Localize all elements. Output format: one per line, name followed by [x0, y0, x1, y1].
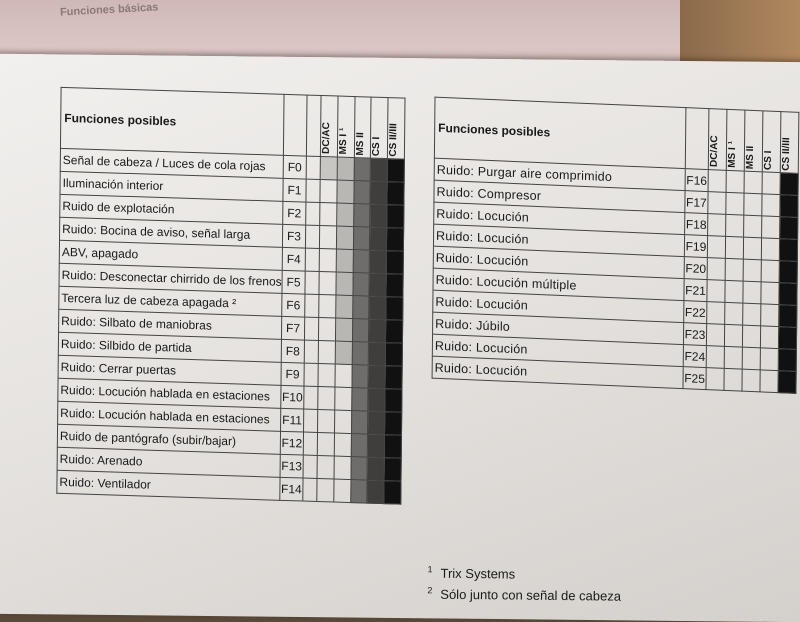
function-description: Ruido: Locución hablada en estaciones: [58, 378, 281, 408]
col-label: CS II/III: [388, 122, 400, 157]
function-key: F2: [283, 201, 306, 225]
cell: [724, 346, 742, 369]
cell: [320, 180, 337, 204]
cell: [305, 225, 320, 248]
col-label: MS I ¹: [726, 141, 739, 169]
fn-header: [685, 108, 709, 170]
support-bar-ms1: [335, 341, 352, 365]
cell: [334, 479, 351, 503]
col-header-cs1: [371, 97, 388, 159]
cell: [726, 192, 744, 215]
function-description: Ruido: Locución: [432, 334, 683, 367]
col-label: CS II/III: [780, 136, 793, 171]
cell: [742, 325, 760, 348]
support-bar-cs1: [370, 250, 387, 274]
cell: [706, 324, 724, 347]
cell: [742, 347, 760, 370]
cell: [761, 238, 779, 261]
cell: [305, 294, 320, 317]
cell: [762, 216, 780, 239]
support-bar-cs23: [778, 327, 796, 350]
footnote-2: [427, 585, 621, 603]
support-bar-ms1: [336, 249, 353, 273]
function-key: F25: [683, 367, 706, 390]
function-key: F10: [281, 385, 304, 409]
cell: [305, 271, 320, 294]
cell: [761, 282, 779, 305]
cell: [725, 302, 743, 325]
col-header-ms2: [744, 110, 763, 172]
function-description: Ruido de pantógrafo (subir/bajar): [57, 424, 280, 454]
cell: [319, 295, 336, 319]
support-bar-ms1: [335, 318, 352, 342]
support-bar-cs23: [387, 228, 404, 252]
function-key: F22: [684, 301, 707, 324]
support-bar-cs1: [371, 158, 388, 182]
footnote-mark: 2: [427, 585, 433, 596]
support-bar-cs23: [386, 251, 403, 275]
cell: [320, 226, 337, 250]
cell: [743, 281, 761, 304]
support-bar-ms1: [337, 157, 354, 181]
support-bar-ms2: [351, 480, 368, 504]
cell: [743, 259, 761, 282]
support-bar-cs1: [368, 388, 385, 412]
support-bar-cs23: [385, 389, 402, 413]
support-bar-cs1: [367, 480, 384, 504]
cell: [760, 326, 778, 349]
cell: [319, 272, 336, 296]
cell: [334, 456, 351, 480]
support-bar-cs1: [369, 319, 386, 343]
function-key: F6: [282, 293, 305, 317]
support-bar-cs23: [385, 343, 402, 367]
function-key: F5: [282, 270, 305, 294]
cell: [303, 478, 318, 501]
function-description: Ruido: Bocina de aviso, señal larga: [60, 217, 283, 247]
cell: [708, 170, 726, 193]
cell: [335, 364, 352, 388]
support-bar-cs23: [780, 217, 798, 240]
support-bar-ms2: [352, 296, 369, 320]
support-bar-cs23: [386, 297, 403, 321]
support-bar-cs23: [384, 458, 401, 482]
cell: [760, 370, 778, 393]
support-bar-cs23: [779, 305, 797, 328]
col-label: MS I ¹: [337, 127, 350, 155]
function-key: F21: [684, 279, 707, 302]
function-key: F3: [283, 224, 306, 248]
support-bar-cs1: [369, 296, 386, 320]
cell: [317, 455, 334, 479]
cell: [706, 368, 724, 391]
cell: [743, 303, 761, 326]
cell: [725, 258, 743, 281]
cell: [706, 346, 724, 369]
footnote-text: Trix Systems: [440, 565, 516, 582]
function-description: Ruido: Locución: [432, 356, 683, 389]
cell: [334, 433, 351, 457]
support-bar-ms2: [354, 181, 371, 205]
function-description: Ruido: Locución: [433, 246, 684, 279]
function-description: Ruido: Locución múltiple: [433, 268, 684, 301]
col-header: [306, 95, 321, 156]
support-bar-cs23: [780, 173, 798, 196]
col-label: MS II: [744, 145, 757, 170]
function-key: F11: [281, 408, 304, 432]
support-bar-cs1: [370, 227, 387, 251]
support-bar-ms2: [351, 411, 368, 435]
function-key: F24: [683, 345, 706, 368]
col-header-ms2: [354, 97, 371, 159]
cell: [304, 363, 319, 386]
support-bar-ms1: [336, 272, 353, 296]
cell: [762, 194, 780, 217]
cell: [319, 317, 336, 341]
cell: [318, 340, 335, 364]
function-key: F18: [685, 213, 708, 236]
cell: [708, 214, 726, 237]
cell: [305, 248, 320, 271]
cell: [304, 386, 319, 409]
cell: [726, 170, 744, 193]
function-description: Señal de cabeza / Luces de cola rojas: [60, 148, 283, 178]
function-description: Iluminación interior: [60, 171, 283, 201]
support-bar-cs23: [387, 159, 404, 183]
support-bar-cs23: [779, 283, 797, 306]
function-description: Ruido: Locución: [433, 224, 684, 257]
function-key: F20: [684, 257, 707, 280]
support-bar-cs23: [779, 239, 797, 262]
function-description: Ruido: Silbido de partida: [58, 332, 281, 362]
support-bar-cs23: [778, 349, 796, 372]
support-bar-ms1: [336, 226, 353, 250]
cell: [318, 409, 335, 433]
cell: [744, 215, 762, 238]
cell: [335, 410, 352, 434]
function-key: F16: [685, 169, 708, 192]
support-bar-cs23: [779, 261, 797, 284]
support-bar-cs1: [368, 365, 385, 389]
support-bar-ms2: [351, 457, 368, 481]
support-bar-ms1: [337, 180, 354, 204]
col-label: CS I: [371, 136, 383, 156]
function-key: F14: [280, 477, 303, 501]
function-key: F13: [280, 454, 303, 478]
function-key: F0: [283, 155, 306, 179]
cell: [761, 260, 779, 283]
support-bar-ms2: [352, 319, 369, 343]
col-header-dc-ac: [321, 96, 338, 158]
cell: [744, 171, 762, 194]
support-bar-cs1: [368, 434, 385, 458]
cell: [320, 203, 337, 227]
support-bar-dc-ac: [320, 157, 337, 181]
col-header-ms1: [726, 109, 745, 171]
function-description: Ruido: Locución: [433, 290, 684, 323]
support-bar-ms2: [353, 204, 370, 228]
table-header-row: [60, 87, 405, 159]
function-description: Ruido: Locución: [434, 202, 685, 235]
fn-header: [284, 94, 307, 156]
support-bar-cs23: [780, 195, 798, 218]
cell: [318, 363, 335, 387]
support-bar-ms2: [353, 273, 370, 297]
cell: [761, 304, 779, 327]
cell: [306, 179, 321, 202]
function-description: Ruido: Silbato de maniobras: [59, 309, 282, 339]
footnote-text: Sólo junto con señal de cabeza: [440, 586, 622, 604]
support-bar-cs1: [369, 342, 386, 366]
function-key: F8: [281, 339, 304, 363]
function-description: Ruido: Ventilador: [57, 470, 280, 500]
col-header-dc-ac: [708, 109, 727, 171]
cell: [318, 432, 335, 456]
cell: [762, 172, 780, 195]
cell: [724, 368, 742, 391]
function-description: Ruido de explotación: [60, 194, 283, 224]
support-bar-cs23: [384, 481, 401, 505]
cell: [707, 280, 725, 303]
function-description: Tercera luz de cabeza apagada ²: [59, 286, 282, 316]
function-key: F19: [684, 235, 707, 258]
cell: [708, 192, 726, 215]
function-description: Ruido: Compresor: [434, 180, 685, 213]
support-bar-cs1: [370, 204, 387, 228]
support-bar-cs23: [387, 182, 404, 206]
manual-page: [0, 54, 800, 622]
col-label: CS I: [762, 149, 774, 170]
function-description: ABV, apagado: [59, 240, 282, 270]
right-function-table: [432, 97, 800, 394]
col-header-cs1: [762, 111, 781, 173]
support-bar-cs1: [367, 457, 384, 481]
footnote-mark: 1: [427, 564, 433, 575]
function-description: Ruido: Cerrar puertas: [58, 355, 281, 385]
function-key: F23: [683, 323, 706, 346]
cell: [303, 432, 318, 455]
function-description: Ruido: Purgar aire comprimido: [434, 158, 685, 191]
function-key: F9: [281, 362, 304, 386]
cell: [318, 386, 335, 410]
cell: [760, 348, 778, 371]
cell: [306, 156, 321, 179]
cell: [335, 387, 352, 411]
support-bar-ms1: [336, 295, 353, 319]
support-bar-cs23: [385, 412, 402, 436]
support-bar-ms2: [351, 434, 368, 458]
col-header-ms1: [337, 96, 354, 158]
support-bar-cs1: [370, 181, 387, 205]
left-function-table: [56, 87, 405, 505]
function-description: Ruido: Locución hablada en estaciones: [58, 401, 281, 431]
support-bar-cs23: [778, 371, 796, 394]
cell: [317, 478, 334, 502]
cell: [725, 280, 743, 303]
function-key: F1: [283, 178, 306, 202]
col-header-cs23: [388, 98, 405, 160]
col-label: MS II: [354, 131, 366, 156]
cell: [303, 409, 318, 432]
cell: [726, 214, 744, 237]
cell: [744, 193, 762, 216]
function-key: F4: [282, 247, 305, 271]
support-bar-ms1: [337, 203, 354, 227]
support-bar-ms2: [353, 227, 370, 251]
footnote-1: [427, 564, 515, 581]
function-description: Ruido: Desconectar chirrido de los frenos: [59, 263, 282, 293]
cell: [725, 236, 743, 259]
support-bar-cs1: [368, 411, 385, 435]
function-description: Ruido: Arenado: [57, 447, 280, 477]
function-key: F12: [280, 431, 303, 455]
cell: [742, 369, 760, 392]
cell: [707, 258, 725, 281]
support-bar-cs23: [385, 366, 402, 390]
cell: [304, 317, 319, 340]
cell: [319, 249, 336, 273]
support-bar-cs23: [387, 205, 404, 229]
function-key: F7: [282, 316, 305, 340]
cell: [707, 302, 725, 325]
support-bar-cs23: [386, 274, 403, 298]
support-bar-ms2: [352, 342, 369, 366]
cell: [303, 455, 318, 478]
cell: [304, 340, 319, 363]
cell: [306, 202, 321, 225]
col-header-cs23: [780, 112, 799, 174]
function-key: F17: [685, 191, 708, 214]
support-bar-ms2: [353, 250, 370, 274]
support-bar-cs1: [369, 273, 386, 297]
support-bar-ms2: [352, 365, 369, 389]
cell: [724, 324, 742, 347]
table-title: Funciones posibles: [60, 87, 284, 155]
support-bar-cs23: [386, 320, 403, 344]
backdrop-text: Funciones básicas: [59, 1, 159, 19]
table-title: Funciones posibles: [434, 97, 686, 169]
support-bar-ms2: [351, 388, 368, 412]
col-label: DC/AC: [708, 135, 721, 168]
function-description: Ruido: Júbilo: [433, 312, 684, 345]
col-label: DC/AC: [321, 122, 333, 155]
support-bar-cs23: [384, 435, 401, 459]
cell: [743, 237, 761, 260]
support-bar-ms2: [354, 158, 371, 182]
cell: [707, 236, 725, 259]
